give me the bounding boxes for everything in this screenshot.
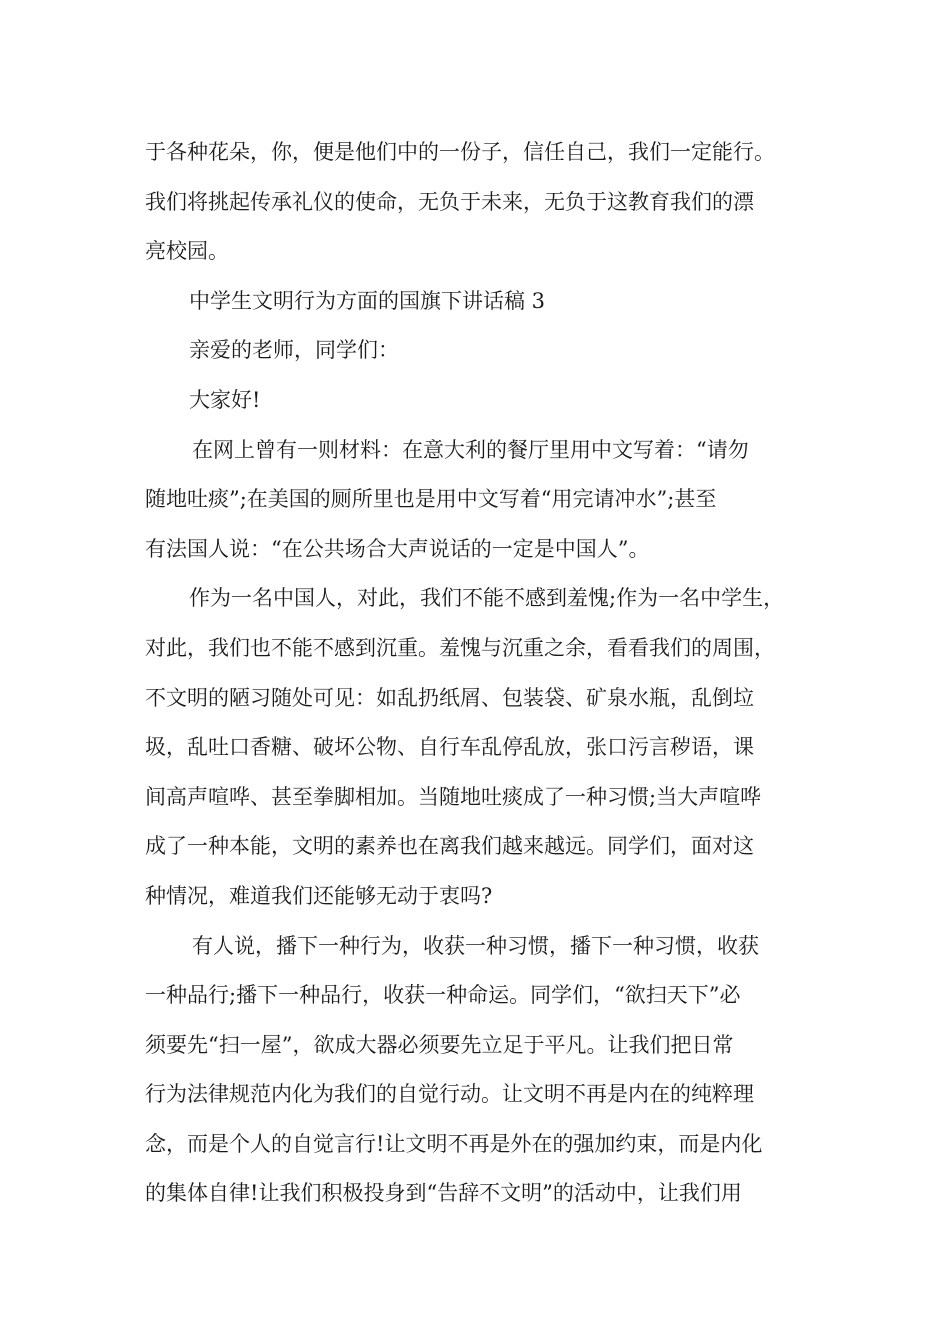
text-line: 成了一种本能，文明的素养也在离我们越来越远。同学们，面对这 xyxy=(145,834,754,859)
text-line: 行为法律规范内化为我们的自觉行动。让文明不再是内在的纯粹理 xyxy=(145,1082,754,1107)
text-line: 须要先“扫一屋”，欲成大器必须要先立足于平凡。让我们把日常 xyxy=(145,1032,734,1057)
text-line: 有法国人说：“在公共场合大声说话的一定是中国人”。 xyxy=(145,536,650,561)
text-line: 间高声喧哗、甚至拳脚相加。当随地吐痰成了一种习惯;当大声喧哗 xyxy=(145,784,762,809)
text-line: 念，而是个人的自觉言行!让文明不再是外在的强加约束，而是内化 xyxy=(145,1131,763,1156)
section-title: 中学生文明行为方面的国旗下讲话稿 3 xyxy=(189,288,546,313)
document-page xyxy=(145,128,810,1219)
text-line: 圾，乱吐口香糖、破坏公物、自行车乱停乱放，张口污言秽语，课 xyxy=(145,735,754,760)
text-line: 作为一名中国人，对此，我们不能不感到羞愧;作为一名中学生， xyxy=(189,586,785,611)
text-line: 随地吐痰”;在美国的厕所里也是用中文写着“用完请冲水”;甚至 xyxy=(145,487,717,512)
salutation: 亲爱的老师，同学们： xyxy=(189,338,399,363)
text-line: 于各种花朵，你，便是他们中的一份子，信任自己，我们一定能行。 xyxy=(145,140,775,164)
text-line: 种情况，难道我们还能够无动于衷吗? xyxy=(145,883,493,908)
text-line: 对此，我们也不能不感到沉重。羞愧与沉重之余，看看我们的周围， xyxy=(145,635,775,660)
text-line: 一种品行;播下一种品行，收获一种命运。同学们，“欲扫天下”必 xyxy=(145,983,741,1008)
greeting: 大家好! xyxy=(189,387,261,412)
text-line: 我们将挑起传承礼仪的使命，无负于未来，无负于这教育我们的漂 xyxy=(145,189,754,214)
text-line: 的集体自律!让我们积极投身到“告辞不文明”的活动中，让我们用 xyxy=(145,1181,742,1206)
text-line: 亮校园。 xyxy=(145,239,229,264)
text-line: 不文明的陋习随处可见：如乱扔纸屑、包装袋、矿泉水瓶，乱倒垃 xyxy=(145,685,754,710)
text-line: 有人说，播下一种行为，收获一种习惯，播下一种习惯，收获 xyxy=(192,933,759,958)
text-line: 在网上曾有一则材料：在意大利的餐厅里用中文写着：“请勿 xyxy=(192,437,749,462)
